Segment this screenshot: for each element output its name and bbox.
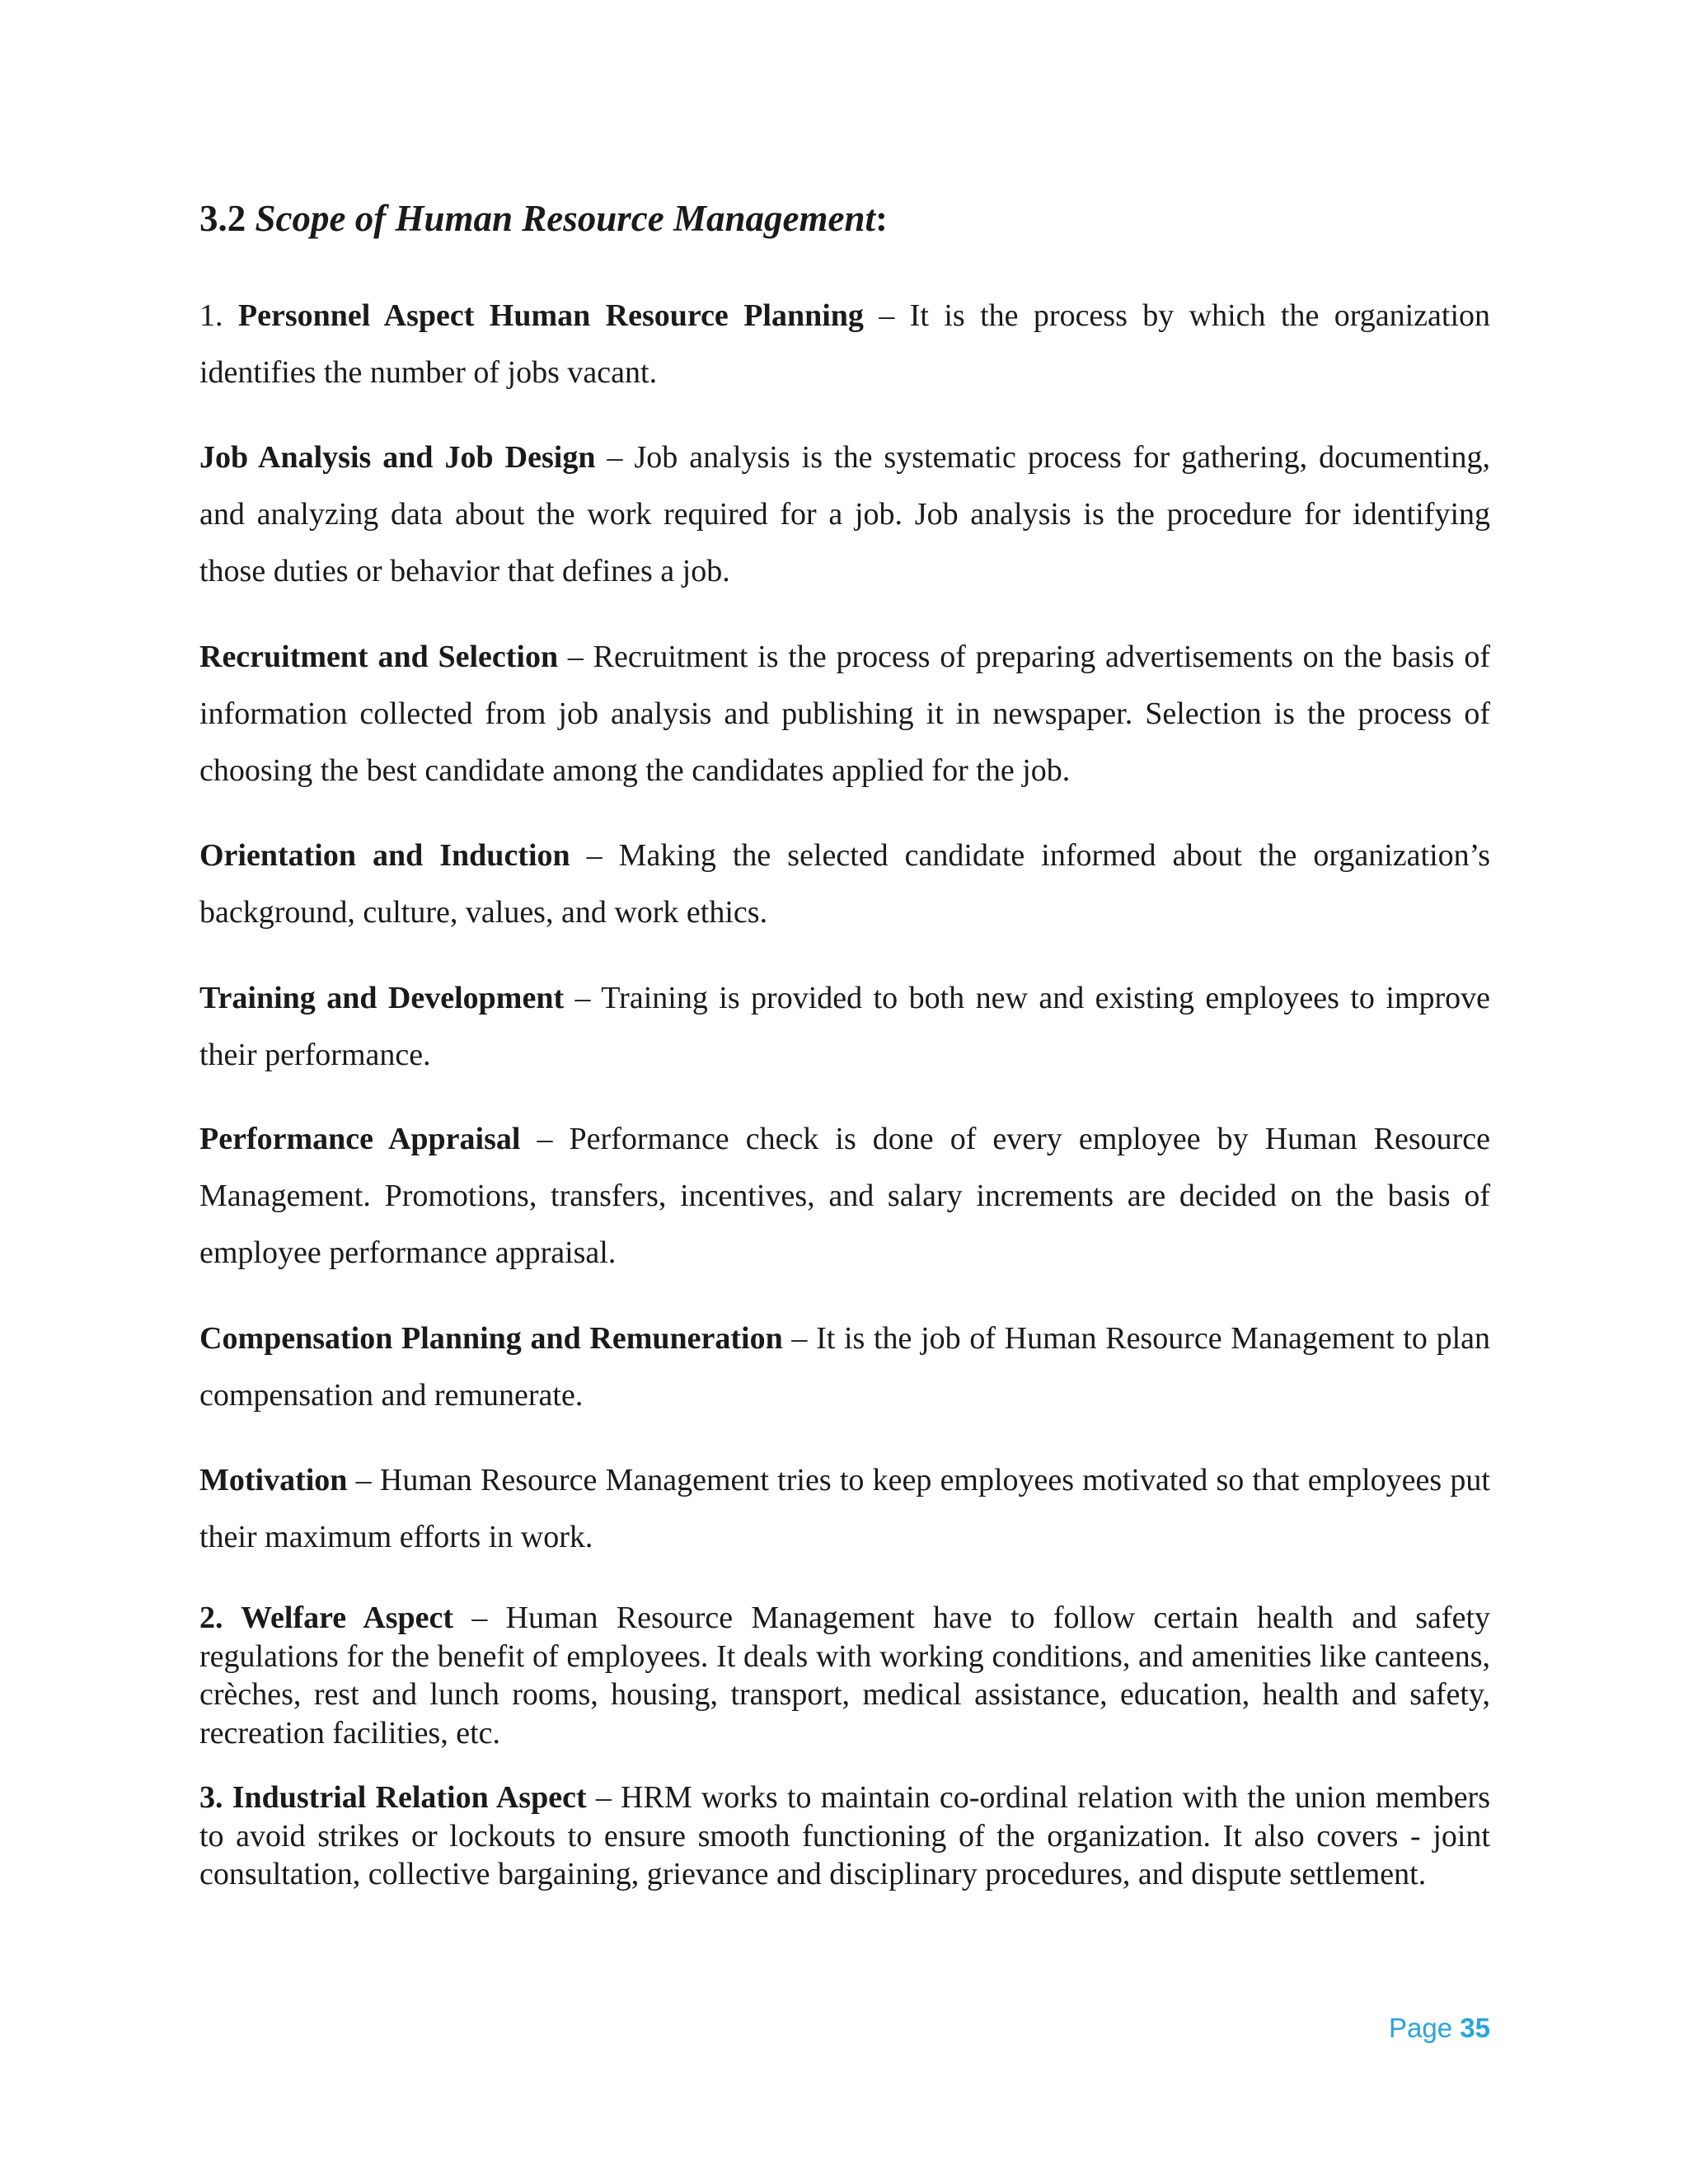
section-title-colon: : [875,198,889,239]
paragraph-text: – Recruitment is the process of preparing advertisements on the basis of information collected from job analysis and publishing it in newspaper. Selection is the process of choosing the best candidate among the candidates applied for the job. [199,640,1490,788]
paragraph-term: Job Analysis and Job Design [199,440,596,475]
paragraph-text: – It is the process by which the organization identifies the number of jobs vacant. [199,298,1490,390]
paragraph-term: 3. Industrial Relation Aspect [199,1780,587,1815]
paragraph-term: 2. Welfare Aspect [199,1601,454,1635]
paragraph-term: Orientation and Induction [199,838,570,873]
paragraph-text: – It is the job of Human Resource Management to plan compensation and remunerate. [199,1321,1491,1413]
paragraph-orientation [199,827,1490,941]
page-number-value: 35 [1460,2013,1490,2043]
paragraph-compensation [199,1310,1490,1424]
paragraph-performance [199,1111,1490,1282]
paragraph-industrial-relation [199,1779,1490,1894]
paragraph-text: – HRM works to maintain co-ordinal relation with the union members to avoid strikes or lockouts to ensure smooth functioning of the organization. It also covers - joint consultation, collective bargaining, grievance and disciplinary procedures, and dispute settlement. [199,1780,1490,1891]
page-label: Page [1389,2013,1461,2043]
paragraph-hr-planning [199,288,1490,401]
section-title: Scope of Human Resource Management [255,198,876,239]
paragraph-text: – Performance check is done of every employee by Human Resource Management. Promotions, transfers, incentives, and salary increments are decided on the basis of employee performance appraisal. [199,1122,1491,1270]
paragraph-recruitment [199,629,1490,799]
paragraph-text: – Training is provided to both new and existing employees to improve their performance. [199,981,1491,1072]
page-number [1389,2013,1490,2044]
paragraph-term: Performance Appraisal [199,1122,521,1156]
paragraph-number: 1. [199,298,223,333]
paragraph-job-analysis [199,429,1490,600]
paragraph-term: Personnel Aspect Human Resource Planning [237,298,864,333]
paragraph-text: – Human Resource Management have to follow certain health and safety regulations for the benefit of employees. It deals with working conditions, and amenities like canteens, crèches, rest and lunch rooms, housing, transport, medical assistance, education, health and safety, recreation facilities, etc. [199,1601,1490,1750]
paragraph-welfare [199,1599,1490,1752]
section-heading [199,196,888,241]
paragraph-text: – Human Resource Management tries to keep employees motivated so that employees put their maximum efforts in work. [199,1463,1490,1554]
paragraph-term: Training and Development [199,981,565,1015]
paragraph-term: Motivation [199,1463,348,1497]
paragraph-training [199,970,1490,1084]
paragraph-term: Recruitment and Selection [199,640,559,674]
paragraph-term: Compensation Planning and Remuneration [199,1321,783,1356]
paragraph-text: – Job analysis is the systematic process for gathering, documenting, and analyzing data about the work required for a job. Job analysis is the procedure for identifying those duties or behavior that defines a job. [199,440,1490,588]
section-number: 3.2 [199,198,246,239]
paragraph-motivation [199,1452,1490,1566]
paragraph-text: – Making the selected candidate informed about the organization’s background, culture, values, and work ethics. [199,838,1490,930]
